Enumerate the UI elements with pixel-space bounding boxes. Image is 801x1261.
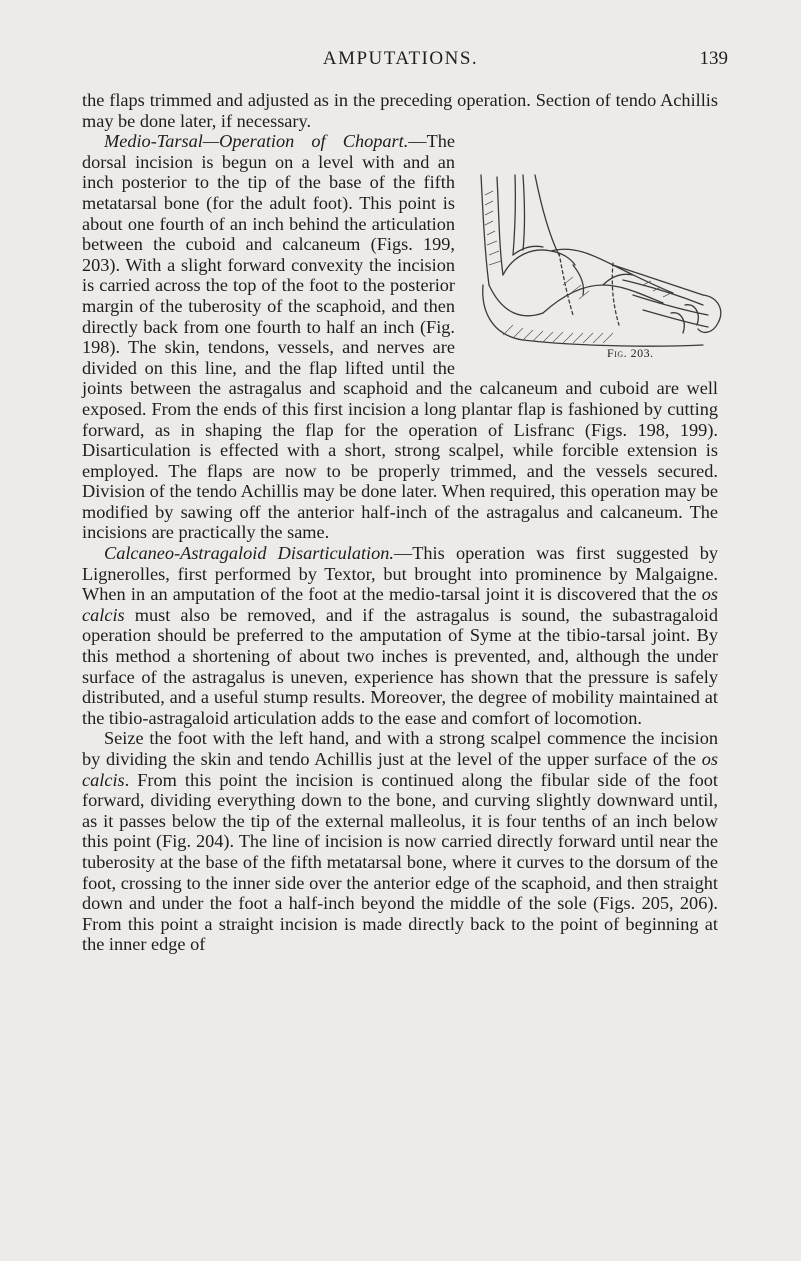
chopart-text: —The dorsal incision is begun on a level with and an inch posterior to the tip of the base of the fifth metatarsal bone (for the adult foot). This point is about one fourth of an inch behind the articulation between the cuboid and calcaneum (Figs. 199, 203). With a slight forward convexity the incision is carried across the top of the foot to the posterior margin of the tuberosity of the scaphoid, and then directly back from one fourth to half an inch (Fig. 198). The skin, tendons, vessels, and nerves are divided on this line, and the flap lifted until the joints between the astragalus and scaphoid and the calcaneum and cuboid are well exposed. From the ends of this first incision a long plantar flap is fashioned by cutting forward, as in shaping the flap for the operation of Lisfranc (Figs. 198, 199). Disarticulation is effected with a short, strong scalpel, while forcible extension is employed. The flaps are now to be properly trimmed, and the vessels secured. Division of the tendo Achillis may be done later. When required, this operation may be modified by sawing off the anterior half-inch of the astragalus and calcaneum. The incisions are practically the same. (82, 131, 718, 543)
paragraph-incision (82, 728, 718, 955)
running-title: AMPUTATIONS. (322, 48, 479, 69)
body-text (82, 90, 718, 955)
section-heading-calcaneo: Calcaneo-Astragaloid Disarticulation. (104, 543, 394, 564)
calcaneo-text-a: —This operation was first suggested by Lignerolles, first performed by Textor, but brought into prominence by Malgaigne. When in an amputation of the foot at the medio-tarsal joint it is discovered that the (82, 543, 718, 605)
incision-text-a: Seize the foot with the left hand, and with a strong scalpel commence the incision by dividing the skin and tendo Achillis just at the level of the upper surface of the (82, 728, 718, 769)
page-number: 139 (699, 48, 728, 69)
foot-illustration (463, 135, 728, 365)
page-header (0, 48, 801, 78)
calcaneo-italic-term: os calcis (82, 584, 718, 625)
figure-203 (463, 135, 728, 365)
calcaneo-text-b: must also be removed, and if the astragalus is sound, the subastragaloid operation should be preferred to the amputation of Syme at the tibio-tarsal joint. By this method a shortening of about two inches is prevented, and, although the under surface of the astragalus is uneven, experience has shown that the pressure is safely distributed, and a useful stump results. Moreover, the degree of mobility maintained at the tibio-astragaloid articulation adds to the ease and comfort of locomotion. (82, 604, 718, 728)
incision-italic-term: os calcis (82, 749, 718, 790)
section-heading-chopart: Medio-Tarsal—Operation of Chopart. (104, 131, 409, 152)
figure-caption: Fig. 203. (607, 346, 654, 361)
paragraph-calcaneo-astragaloid (82, 543, 718, 728)
paragraph-1: the flaps trimmed and adjusted as in the preceding operation. Section of tendo Achillis may be done later, if necessary. (82, 90, 718, 131)
incision-text-b: . From this point the incision is continued along the fibular side of the foot forward, dividing everything down to the bone, and curving slightly downward until, as it passes below the tip of the external malleolus, it is four tenths of an inch below this point (Fig. 204). The line of incision is now carried directly forward until near the tuberosity at the base of the fifth metatarsal bone, where it curves to the dorsum of the foot, crossing to the inner side over the anterior edge of the scaphoid, and then straight down and under the foot a half-inch beyond the middle of the sole (Figs. 205, 206). From this point a straight incision is made directly back to the point of beginning at the inner edge of (82, 769, 718, 955)
paragraph-chopart (82, 131, 718, 543)
